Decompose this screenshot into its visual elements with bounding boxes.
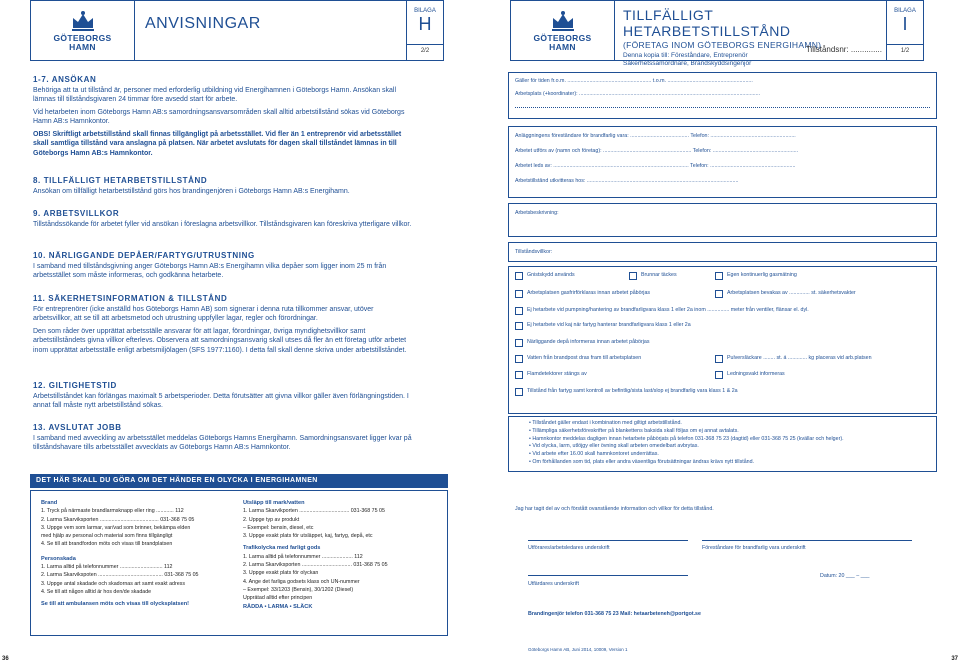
workplace-field[interactable]: Arbetsplats (+koordinater): ........................................................................................................................... [515, 91, 761, 97]
section-12 [33, 381, 413, 414]
trafik-title: Trafikolycka med farligt gods [243, 545, 321, 552]
list-item: 2. Larma Skarvikspoten ............................................ 031-368 75 05 [41, 572, 199, 579]
paragraph: Vid hetarbeten inom Göteborgs Hamn AB:s samordningsansvarsområden skall alltid arbetstillstånd sökas vid Göteborgs Hamn AB:s Hamnkontor. [33, 108, 405, 125]
signature-line[interactable] [702, 540, 912, 541]
issued-field[interactable]: Arbetstillstånd utkvitteras hos: ....................................................................................................... [515, 178, 739, 184]
principle-text: Upprätad alltid efter principen [243, 595, 313, 602]
section-title: 13. AVSLUTAT JOBB [33, 423, 122, 432]
list-item: 3. Uppge antal skadade och skadornas art samt exakt adress [41, 580, 185, 587]
brand-column [41, 499, 236, 609]
bilaga-letter: I [902, 14, 908, 34]
section-9 [33, 209, 413, 232]
logo-line2: HAMN [549, 41, 576, 52]
bilaga-label: BILAGA [414, 8, 436, 14]
checkbox[interactable] [715, 355, 723, 363]
logo-line1: GÖTEBORGS [53, 32, 112, 43]
checkbox[interactable] [715, 272, 723, 280]
page-number: 36 [2, 656, 9, 662]
bullet-item: • Om förhållanden som tid, plats eller andra väsentliga förutsättningar ändras krävs nytt tillstånd. [529, 458, 755, 465]
checkbox[interactable] [715, 290, 723, 298]
list-item: 4. Se till att någon alltid är hos den/de skadade [41, 588, 152, 595]
checkbox[interactable] [515, 272, 523, 280]
logo-line2: HAMN [69, 41, 96, 52]
paragraph: Behöriga att ta ut tillstånd är, personer med erforderlig utbildning vid Energihamnen i Göteborgs Hamn. Ansökan skall lämnas till tillståndsgivaren 24 timmar före avsedd start för arbete. [33, 86, 397, 103]
bullet-item: • Tillämpliga säkerhetsföreskrifter på blankettens baksida skall följas om ej annat avtalats. [529, 427, 739, 434]
check-label: Egen kontinuerlig gasmätning [727, 272, 797, 278]
section-8 [33, 176, 413, 199]
paragraph: Ansökan om tillfälligt hetarbetstillstånd görs hos brandingenjören i Göteborgs Hamn AB:s Energihamn. [33, 187, 350, 195]
rules-box [508, 416, 937, 472]
signature-line[interactable] [528, 540, 688, 541]
conditions-label: Tillståndsvillkor: [515, 249, 553, 255]
gothenburg-port-logo [31, 1, 135, 60]
list-item: – Exempel: 33/1203 (Bensin), 30/1202 (Diesel) [243, 586, 354, 593]
checkbox[interactable] [515, 371, 523, 379]
performer-signature-label: Utförares/arbetsledares underskrift [528, 545, 610, 551]
bullet-item: • Vid arbete efter 16.00 skall hamnkontoret underrättas. [529, 451, 659, 458]
period-field[interactable]: Gäller för tiden fr.o.m. ......................................................... t.o.m. .......................................................... [515, 78, 753, 84]
check-label: Ej hetarbete vid kaj när fartyg hanterar brandfarligvara klass 1 eller 2a [527, 322, 691, 328]
motto: RÄDDA • LARMA • SLÄCK [243, 603, 313, 610]
ambulance-note: Se till att ambulansen möts och visas till olycksplatsen! [41, 601, 189, 608]
section-title: 1-7. ANSÖKAN [33, 75, 97, 84]
page-indicator: 2/2 [407, 44, 443, 54]
paragraph: Tillståndssökande för arbetet fyller vid ansökan i föreslagna arbetsvillkor. Tillståndsgivaren kan föreskriva ytterligare villkor. [33, 220, 412, 228]
list-item: 2. Larma Skarviksporten ........................................ 031-368 75 05 [41, 516, 195, 523]
utslapp-title: Utsläpp till mark/vatten [243, 500, 305, 506]
list-item: 3. Uppge exakt plats för olyckan [243, 570, 319, 577]
conditions-checklist [508, 266, 937, 414]
checkbox[interactable] [515, 355, 523, 363]
check-label: Gnistskydd används [527, 272, 575, 278]
list-item: 4. Ange det farliga godsets klass och UN-nummer [243, 578, 360, 585]
list-item: 2. Uppge typ av produkt [243, 516, 300, 523]
responsible-box [508, 126, 937, 198]
bullet-item: • Hamnkontor meddelas dagligen innan hetarbete påbörjats på telefon 031-368 75 23 (dagtid) eller 031-368 75 25 (kvällar och helger). [529, 435, 844, 442]
bilaga-box [407, 1, 443, 60]
page-indicator: 1/2 [887, 44, 923, 54]
bullet-item: • Vid olycka, larm, utlöjgy eller övning skall arbeten omedelbart avbrytas. [529, 443, 699, 450]
bilaga-letter: H [418, 14, 432, 34]
checkbox[interactable] [515, 307, 523, 315]
utslapp-column [243, 499, 443, 611]
list-item: 1. Tryck på närmaste brandlarmsknapp eller ring ............ 112 [41, 508, 184, 515]
right-page [480, 0, 960, 664]
fire-engineer-contact: Brandingenjör telefon 031-368 75 23 Mail: hetaarbeteneh@portgot.se [528, 611, 701, 617]
paragraph: Arbetstillståndet kan förlängas maximalt 5 arbetsperioder. Detta förutsätter att givna villkor gäller även förlängningstiden. I annat fall måste nytt arbetstillstånd sökas. [33, 392, 409, 409]
leader-field[interactable]: Arbetet leds av: ............................................................................................ Telefon: .......................................................... [515, 163, 796, 169]
right-header [510, 0, 924, 67]
signature-line[interactable] [528, 575, 688, 576]
page-number: 37 [951, 656, 958, 662]
check-label: Vatten från brandpost dras fram till arbetsplatsen [527, 355, 642, 361]
list-item: 2. Larma Skarviksporten .................................. 031-368 75 05 [243, 562, 388, 569]
section-title: 9. ARBETSVILLKOR [33, 209, 120, 218]
check-label: Arbetsplatsen gasfrirförklaras innan arbetet påbörjas [527, 290, 651, 296]
crown-crest-icon [549, 10, 577, 32]
list-item: – Exempel: bensin, diesel, etc [243, 524, 314, 531]
manager-field[interactable]: Anläggningens föreståndare för brandfarlig vara: ........................................ Telefon: .......................................................... [515, 133, 796, 139]
bilaga-label: BILAGA [894, 8, 916, 14]
paragraph: I samband med tillståndsgivning anger Göteborgs Hamn AB:s Energihamn vilka depåer som ligger inom 25 m från arbetsstället som måste informeras, och godkänna hetarbete. [33, 262, 387, 279]
section-11 [33, 294, 413, 358]
bullet-item: • Tillståndet gäller endast i kombination med giltigt arbetstillstånd. [529, 420, 682, 426]
check-label: Ej hetarbete vid pumpning/hantering av brandfarligvara klass 1 eller 2a inom ............... meter från ventiler, flänsar el. dyl. [527, 307, 809, 313]
list-item: 1. Larma alltid på telefonnummer ..................... 112 [243, 553, 363, 560]
list-item: 3. Uppge vem som larmar, var/vad som brinner, bekämpa elden [41, 524, 191, 531]
performer-field[interactable]: Arbetet utförs av (namn och företag): ............................................................ Telefon: .......................................................... [515, 148, 799, 154]
copy-note: Säkerhetssamordnare, Brandskyddsingenjör [623, 60, 752, 67]
brand-title: Brand [41, 500, 58, 506]
acknowledge-text: Jag har tagit del av och förstått ovanstående information och villkor för detta tillstånd. [515, 506, 714, 512]
gothenburg-port-logo [511, 1, 615, 60]
list-item: 4. Se till att brandfordon möts och visas till brandplatsen [41, 541, 173, 548]
page-title: ANVISNINGAR [145, 15, 261, 32]
bilaga-box [887, 1, 923, 60]
period-box [508, 72, 937, 119]
paragraph: I samband med avveckling av arbetsstället meddelas Göteborgs Hamns Energihamn. Samordningsansvaret ligger kvar på tillståndshavare tills arbetsstället avvecklats av Göteborgs Hamn AB:s Hamnkontor. [33, 434, 412, 451]
left-header [30, 0, 444, 61]
checkbox[interactable] [515, 339, 523, 347]
section-13 [33, 423, 413, 456]
permit-number-field[interactable]: Tillståndsnr: .............. [805, 45, 882, 54]
check-label: Brunnar täckes [641, 272, 677, 278]
work-description-box[interactable] [508, 203, 937, 237]
logo-line1: GÖTEBORGS [533, 32, 592, 43]
paragraph: Den som råder över upprättat arbetsställe ansvarar för att lagar, förordningar, övriga myndighetsvillkor samt arbetstillståndets givna villkor efterlevs. Observera att samordningsansvarig skall utses då fler än ett företag utför arbetet inom upprättat arbetsställe enligt arbetsmiljölagen (SFS 1977:1160). I detta fall skall denne skriva under arbetstillståndet. [33, 327, 407, 354]
paragraph: OBS! Skriftligt arbetstillstånd skall finnas tillgängligt på arbetsstället. Vid fler än 1 entreprenör vid arbetsstället skall samtliga tillstånd vara anslagna på platsen. När arbetet avslutats för dagen skall tillståndet lämnas in till Göteborgs Hamn AB:s Hamnkontor. [33, 130, 402, 157]
list-item: 1. Larma alltid på telefonnummer ............................. 112 [41, 564, 173, 571]
check-label: Arbetsplatsen bevakas av .............. st. säkerhetsvakter [727, 290, 856, 296]
emergency-instructions [30, 490, 448, 636]
check-label: Ledningsvakt informeras [727, 371, 785, 377]
section-title: 12. GILTIGHETSTID [33, 381, 117, 390]
issuer-signature-label: Utfärdares underskrift [528, 581, 579, 587]
paragraph: För entreprenörer (icke anställd hos Göteborgs Hamn AB) som signerar i denna ruta tillkommer ansvar, utöver arbetsvillkor, att se till att arbetsmetod och utrustning uppfyller lagar, regler och förordningar. [33, 305, 374, 322]
checkbox[interactable] [515, 290, 523, 298]
list-item: 1. Larma Skarvikporten .................................. 031-368 75 05 [243, 508, 385, 515]
section-title: 8. TILLFÄLLIGT HETARBETSTILLSTÅND [33, 176, 208, 185]
section-10 [33, 251, 413, 284]
form-subtitle: (FÖRETAG INOM GÖTEBORGS ENERGIHAMN) [623, 40, 822, 50]
copy-note: Denna kopia till: Föreståndare, Entreprenör [623, 52, 748, 59]
section-title: 11. SÄKERHETSINFORMATION & TILLSTÅND [33, 294, 228, 303]
page-footer: Göteborgs Hamn AB, Juni 2014, 10009, Version 1 [528, 647, 628, 652]
crown-crest-icon [69, 10, 97, 32]
emergency-banner: DET HÄR SKALL DU GÖRA OM DET HÄNDER EN OLYCKA I ENERGIHAMNEN [30, 474, 448, 488]
check-label: Pulversläckare ........ st. á ............. kg placeras vid arb.platsen [727, 355, 872, 361]
list-item: 3. Uppge exakt plats för utsläppet, kaj, fartyg, depå, etc [243, 533, 373, 540]
conditions-box [508, 242, 937, 262]
work-description-label: Arbetsbeskrivning: [515, 210, 559, 216]
section-ansokan [33, 75, 413, 161]
checkbox[interactable] [629, 272, 637, 280]
manager-signature-label: Föreståndare för brandfarlig vara underskrift [702, 545, 806, 551]
check-label: Närliggande depå informeras innan arbetet påbörjas [527, 339, 650, 345]
check-label: Flamdetektorer stängs av [527, 371, 587, 377]
list-item: med hjälp av personal och material som finns tillgängligt [41, 533, 173, 540]
person-title: Personskada [41, 555, 76, 562]
date-field[interactable]: Datum: 20 ___ – ___ [820, 573, 870, 579]
checkbox[interactable] [515, 388, 523, 396]
section-title: 10. NÄRLIGGANDE DEPÅER/FARTYG/UTRUSTNING [33, 251, 255, 260]
check-label: Tillstånd från fartyg samt kontroll av befintlig/sista last/slop ej brandfarlig vara klass 1 & 2a [527, 388, 738, 394]
checkbox[interactable] [515, 322, 523, 330]
form-title: TILLFÄLLIGT HETARBETSTILLSTÅND [623, 7, 791, 39]
checkbox[interactable] [715, 371, 723, 379]
